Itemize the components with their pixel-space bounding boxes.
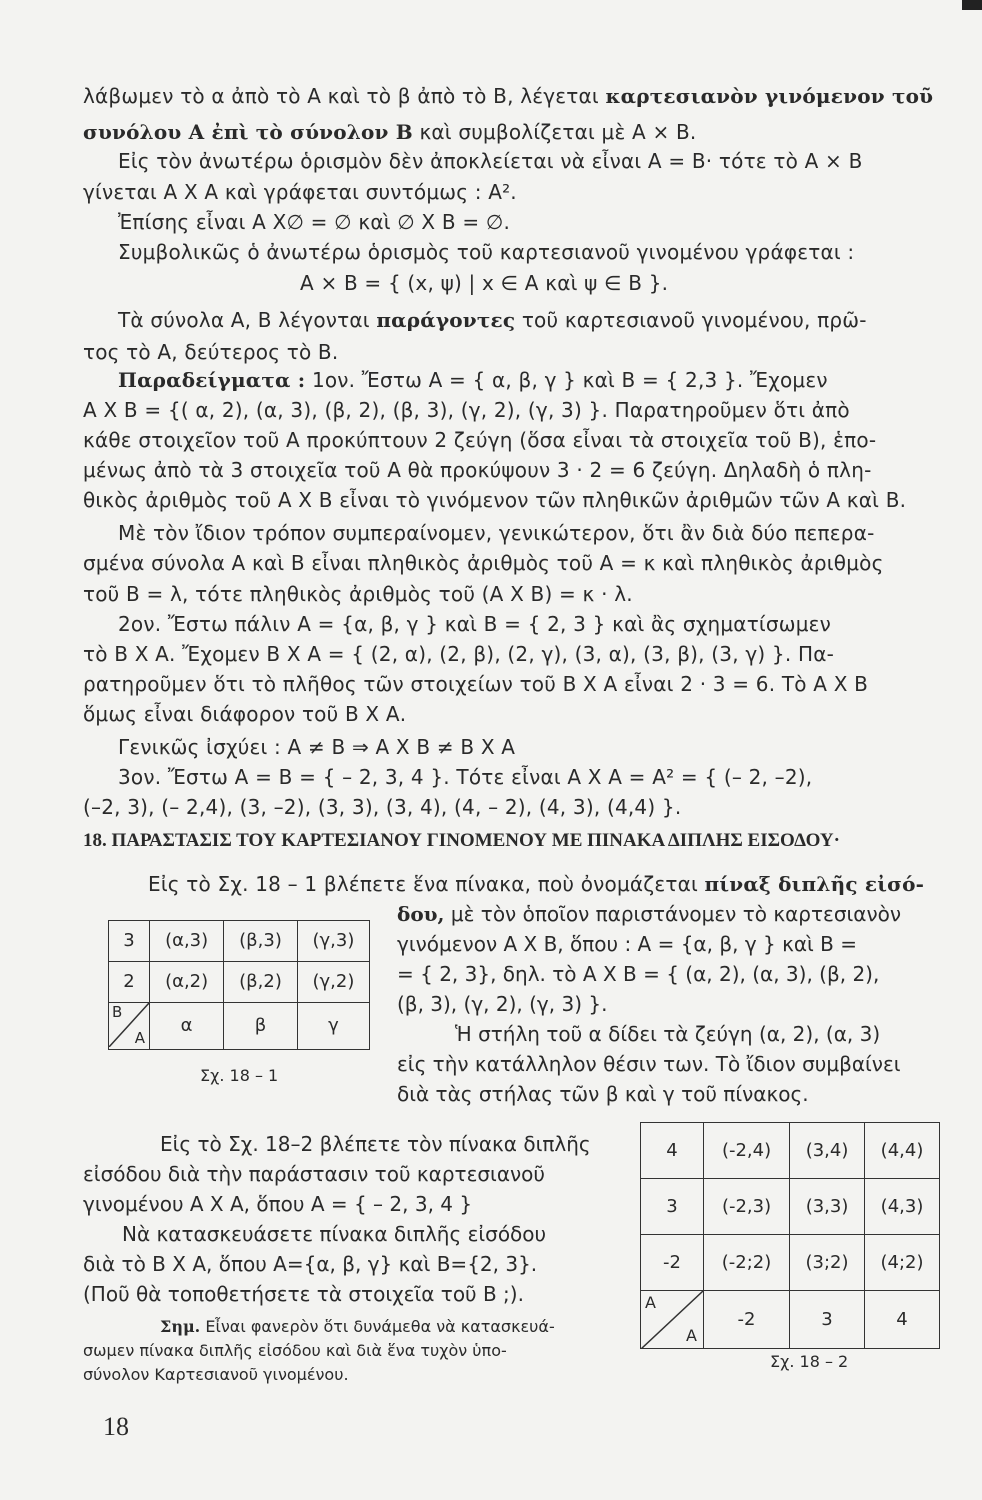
- text-line: διὰ τὸ Β Χ Α, ὅπου Α={α, β, γ} καὶ Β={2, 3}.: [83, 1252, 538, 1276]
- column-header: 3: [790, 1291, 865, 1349]
- text-line: εἰς τὴν κατάλληλον θέσιν των. Τὸ ἴδιον συμβαίνει: [397, 1052, 901, 1076]
- table-18-2: [640, 1122, 940, 1349]
- corner-cell: [109, 1002, 150, 1049]
- text-line: διὰ τὰς στήλας τῶν β καὶ γ τοῦ πίνακος.: [397, 1082, 809, 1106]
- scan-corner-mark: [962, 0, 982, 10]
- text-line: Εἰς τὸ Σχ. 18–2 βλέπετε τὸν πίνακα διπλῆς: [160, 1132, 591, 1156]
- text-line: λάβωμεν τὸ α ἀπὸ τὸ Α καὶ τὸ β ἀπὸ τὸ Β, λέγεται καρτεσιανὸν γινόμενον τοῦ: [83, 84, 934, 108]
- text-line: Συμβολικῶς ὁ ἀνωτέρω ὁρισμὸς τοῦ καρτεσιανοῦ γινομένου γράφεται :: [118, 240, 855, 264]
- figure-caption: Σχ. 18 – 1: [200, 1066, 279, 1085]
- text-line: τὸ Β Χ Α. Ἔχομεν Β Χ Α = { (2, α), (2, β), (2, γ), (3, α), (3, β), (3, γ) }. Πα-: [83, 642, 835, 666]
- table-cell: (-2;2): [704, 1235, 790, 1291]
- text-line: (β, 3), (γ, 2), (γ, 3) }.: [397, 992, 608, 1016]
- table-cell: (4,4): [865, 1123, 940, 1179]
- note-line: σύνολον Καρτεσιανοῦ γινομένου.: [83, 1365, 349, 1384]
- text-line: (–2, 3), (– 2,4), (3, –2), (3, 3), (3, 4), (4, – 2), (4, 3), (4,4) }.: [83, 795, 682, 819]
- note-line: σωμεν πίνακα διπλῆς εἰσόδου καὶ διὰ ἕνα τυχὸν ὑπο-: [83, 1341, 507, 1360]
- table-cell: (4,3): [865, 1179, 940, 1235]
- text-line: Τὰ σύνολα Α, Β λέγονται παράγοντες τοῦ καρτεσιανοῦ γινομένου, πρῶ-: [118, 308, 867, 332]
- table-cell: (-2,3): [704, 1179, 790, 1235]
- text-line: Εἰς τὸ Σχ. 18 – 1 βλέπετε ἕνα πίνακα, ποὺ ὀνομάζεται πίναξ διπλῆς εἰσό-: [148, 872, 925, 896]
- table-cell: (3,4): [790, 1123, 865, 1179]
- column-header: α: [150, 1002, 224, 1049]
- corner-top-label: B: [112, 1002, 123, 1021]
- column-header: β: [224, 1002, 298, 1049]
- text-line: Παραδείγματα : 1ον. Ἔστω Α = { α, β, γ } καὶ Β = { 2,3 }. Ἔχομεν: [118, 368, 828, 392]
- text-line: Α Χ Β = {( α, 2), (α, 3), (β, 2), (β, 3), (γ, 2), (γ, 3) }. Παρατηροῦμεν ὅτι ἀπὸ: [83, 398, 850, 422]
- row-header: 4: [641, 1123, 704, 1179]
- table-cell: (3;2): [790, 1235, 865, 1291]
- table-18-1: [108, 920, 370, 1050]
- text-line: συνόλου Α ἐπὶ τὸ σύνολον Β καὶ συμβολίζεται μὲ Α × Β.: [83, 120, 697, 144]
- column-header: 4: [865, 1291, 940, 1349]
- text-line: ὅμως εἶναι διάφορον τοῦ Β Χ Α.: [83, 702, 407, 726]
- row-header: 3: [641, 1179, 704, 1235]
- text-line: σμένα σύνολα Α καὶ Β εἶναι πληθικὸς ἀριθμὸς τοῦ Α = κ καὶ πληθικὸς ἀριθμὸς: [83, 551, 884, 575]
- text-line: Εἰς τὸν ἀνωτέρω ὁρισμὸν δὲν ἀποκλείεται νὰ εἶναι Α = Β· τότε τὸ Α × Β: [118, 149, 863, 173]
- table-cell: (α,3): [150, 921, 224, 962]
- text-line: = { 2, 3}, δηλ. τὸ Α Χ Β = { (α, 2), (α, 3), (β, 2),: [397, 962, 880, 986]
- text-line: γινόμενον Α Χ Β, ὅπου : Α = {α, β, γ } καὶ Β =: [397, 932, 858, 956]
- text-line: τοῦ Β = λ, τότε πληθικὸς ἀριθμὸς τοῦ (Α Χ Β) = κ · λ.: [83, 582, 633, 606]
- table-cell: (γ,2): [297, 961, 369, 1002]
- corner-bottom-label: A: [686, 1326, 697, 1345]
- table-cell: (-2,4): [704, 1123, 790, 1179]
- text-line: κάθε στοιχεῖον τοῦ Α προκύπτουν 2 ζεύγη (ὅσα εἶναι τὰ στοιχεῖα τοῦ Β), ἑπο-: [83, 428, 877, 452]
- note-line: Σημ. Εἶναι φανερὸν ὅτι δυνάμεθα νὰ κατασκευά-: [160, 1317, 555, 1336]
- table-cell: (α,2): [150, 961, 224, 1002]
- text-line: γίνεται Α Χ Α καὶ γράφεται συντόμως : Α².: [83, 180, 517, 204]
- text-line: θικὸς ἀριθμὸς τοῦ Α Χ Β εἶναι τὸ γινόμενον τῶν πληθικῶν ἀριθμῶν τῶν Α καὶ Β.: [83, 488, 907, 512]
- text-line: Γενικῶς ἰσχύει : Α ≠ Β ⇒ Α Χ Β ≠ Β Χ Α: [118, 735, 516, 759]
- page-number: 18: [103, 1412, 129, 1441]
- corner-bottom-label: A: [134, 1029, 145, 1047]
- section-heading: 18. ΠΑΡΑΣΤΑΣΙΣ ΤΟΥ ΚΑΡΤΕΣΙΑΝΟΥ ΓΙΝΟΜΕΝΟΥ ΜΕ ΠΙΝΑΚΑ ΔΙΠΛΗΣ ΕΙΣΟΔΟΥ·: [83, 830, 840, 851]
- column-header: -2: [704, 1291, 790, 1349]
- table-cell: (3,3): [790, 1179, 865, 1235]
- text-line: εἰσόδου διὰ τὴν παράστασιν τοῦ καρτεσιανοῦ: [83, 1162, 545, 1186]
- row-header: -2: [641, 1235, 704, 1291]
- corner-top-label: A: [645, 1293, 656, 1312]
- text-line: Μὲ τὸν ἴδιον τρόπον συμπεραίνομεν, γενικώτερον, ὅτι ἂν διὰ δύο πεπερα-: [118, 521, 875, 545]
- formula-line: Α × Β = { (x, ψ) | x ∈ Α καὶ ψ ∈ Β }.: [300, 271, 669, 295]
- row-header: 2: [109, 961, 150, 1002]
- text-line: (Ποῦ θὰ τοποθετήσετε τὰ στοιχεῖα τοῦ Β ;).: [83, 1282, 524, 1306]
- figure-caption: Σχ. 18 – 2: [770, 1352, 849, 1371]
- text-line: Ἐπίσης εἶναι Α Χ∅ = ∅ καὶ ∅ Χ Β = ∅.: [118, 210, 511, 234]
- text-line: Ἡ στήλη τοῦ α δίδει τὰ ζεύγη (α, 2), (α, 3): [455, 1022, 881, 1046]
- text-line: γινομένου Α Χ Α, ὅπου Α = { – 2, 3, 4 }: [83, 1192, 473, 1216]
- text-line: τος τὸ Α, δεύτερος τὸ Β.: [83, 340, 339, 364]
- text-line: δου, μὲ τὸν ὁποῖον παριστάνομεν τὸ καρτεσιανὸν: [397, 902, 902, 926]
- text-line: Νὰ κατασκευάσετε πίνακα διπλῆς εἰσόδου: [122, 1222, 547, 1246]
- table-cell: (4;2): [865, 1235, 940, 1291]
- corner-cell: [641, 1291, 704, 1349]
- text-line: ρατηροῦμεν ὅτι τὸ πλῆθος τῶν στοιχείων τοῦ Β Χ Α εἶναι 2 · 3 = 6. Τὸ Α Χ Β: [83, 672, 869, 696]
- row-header: 3: [109, 921, 150, 962]
- text-line: μένως ἀπὸ τὰ 3 στοιχεῖα τοῦ Α θὰ προκύψουν 3 · 2 = 6 ζεύγη. Δηλαδὴ ὁ πλη-: [83, 458, 872, 482]
- text-line: 2ον. Ἔστω πάλιν Α = {α, β, γ } καὶ Β = { 2, 3 } καὶ ἂς σχηματίσωμεν: [118, 612, 832, 636]
- column-header: γ: [297, 1002, 369, 1049]
- table-cell: (γ,3): [297, 921, 369, 962]
- table-cell: (β,2): [224, 961, 298, 1002]
- table-cell: (β,3): [224, 921, 298, 962]
- text-line: 3ον. Ἔστω Α = Β = { – 2, 3, 4 }. Τότε εἶναι Α Χ Α = Α² = { (– 2, –2),: [118, 765, 813, 789]
